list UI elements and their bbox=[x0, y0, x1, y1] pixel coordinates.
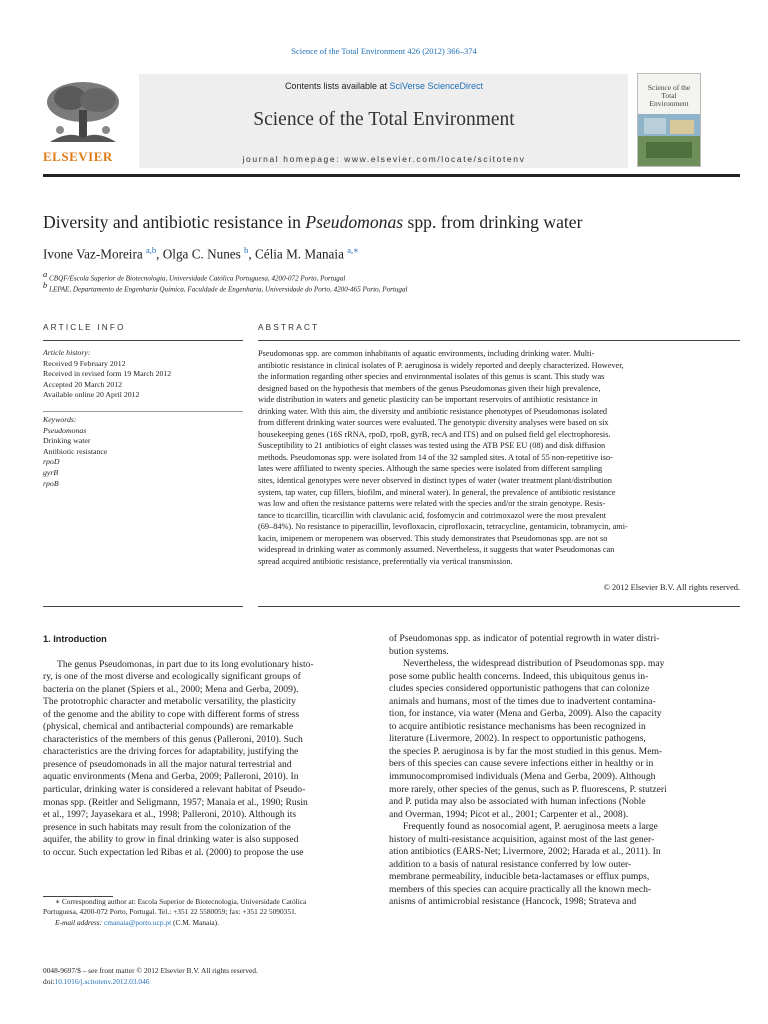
footnote-line: Portuguesa, 4200-072 Porto, Portugal. Tel.: +351 22 5580059; fax: +351 22 5090351. bbox=[43, 907, 297, 917]
paragraph-line: membrane permeability, inducible beta-lactamases or efflux pumps, bbox=[389, 871, 650, 883]
affiliation-text: CBQF/Escola Superior de Biotecnologia, Universidade Católica Portuguesa, 4200-072 Porto, Portugal bbox=[47, 274, 346, 283]
keywords bbox=[43, 415, 243, 489]
paragraph-line: (physical, chemical and antibacterial compounds) are remarkable bbox=[43, 721, 294, 733]
paragraph-line: cludes species considered opportunistic pathogens that can colonize bbox=[389, 683, 650, 695]
affiliation-text: LEPAE, Departamento de Engenharia Química, Faculdade de Engenharia, Universidade do Porto, 4200-465 Porto, Portugal bbox=[47, 285, 408, 294]
history-item: Available online 20 April 2012 bbox=[43, 390, 140, 400]
author-name: Olga C. Nunes bbox=[162, 246, 245, 262]
journal-title: Science of the Total Environment bbox=[253, 109, 515, 130]
paragraph-line: anisms of antimicrobial resistance (Hancock, 1998; Strateva and bbox=[389, 896, 637, 908]
cover-title: Science of the Total Environment bbox=[647, 83, 691, 108]
history-item: Received 9 February 2012 bbox=[43, 358, 126, 368]
issn-line: 0048-9697/$ – see front matter © 2012 Elsevier B.V. All rights reserved. bbox=[43, 966, 258, 975]
divider bbox=[258, 340, 740, 341]
divider bbox=[43, 340, 243, 341]
abstract-line: Pseudomonas spp. are common inhabitants of aquatic environments, including drinking water. Multi- bbox=[258, 349, 595, 358]
journal-cover-thumbnail[interactable] bbox=[637, 73, 701, 167]
paragraph-line: ation antibiotics (EARS-Net; Livermore, 2002; Harada et al., 2011). In bbox=[389, 846, 661, 858]
history-item: Received in revised form 19 March 2012 bbox=[43, 369, 172, 379]
paragraph-line: addition to a basis of natural resistance conferred by low outer- bbox=[389, 858, 632, 870]
paragraph-line: Frequently found as nosocomial agent, P. aeruginosa meets a large bbox=[403, 821, 658, 833]
section-heading-introduction: 1. Introduction bbox=[43, 634, 107, 644]
title-part: Diversity and antibiotic resistance in bbox=[43, 212, 306, 232]
abstract-line: designed based on the hypothesis that members of the genus Pseudomonas given their high prevalence, bbox=[258, 383, 601, 393]
paragraph-line: bers of this species can cause severe infections either in healthy or in bbox=[389, 758, 654, 770]
paragraph-line: characteristics of the members of this genus (Palleroni, 2010). Such bbox=[43, 733, 303, 745]
divider bbox=[43, 411, 243, 412]
paragraph-line: and P. putida may also be associated with human infections (Noble bbox=[389, 796, 646, 808]
sciencedirect-link[interactable]: SciVerse ScienceDirect bbox=[389, 81, 484, 91]
abstract-line: sites, identical genotypes were never observed in distinct types of water (water treatment plant/distribution bbox=[258, 476, 612, 486]
abstract-line: widespread in drinking water as commonly assumed. Nevertheless, it suggests that water Pseudomonas can bbox=[258, 545, 615, 555]
copyright-notice: © 2012 Elsevier B.V. All rights reserved. bbox=[603, 583, 740, 592]
abstract-line: antibiotic resistance in clinical isolates of P. aeruginosa is widely reported and deeply characterized. However, bbox=[258, 360, 624, 370]
header-rule bbox=[43, 174, 740, 177]
abstract-line: drinking water. With this aim, the diversity and antibiotic resistance phenotypes of Pseudomonas isolated bbox=[258, 406, 608, 416]
abstract-heading: ABSTRACT bbox=[258, 323, 320, 332]
affiliation-mark: a bbox=[43, 269, 48, 279]
keywords-label: Keywords: bbox=[43, 415, 77, 424]
abstract-line: wide distribution in waters and genetic plasticity can be important reservoirs of antibiotic resistance in bbox=[258, 395, 598, 405]
paragraph-line: pose some public health concerns. Indeed, this ubiquitous genus in- bbox=[389, 670, 649, 682]
paragraph-line: to occur. Such expectation led Ribas et al. (2000) to propose the use bbox=[43, 846, 304, 858]
paragraph-line: The genus Pseudomonas, in part due to its long evolutionary histo- bbox=[57, 658, 314, 670]
paragraph-line: ry, is one of the most diverse and ecologically significant groups of bbox=[43, 671, 301, 683]
author-name: Célia M. Manaia bbox=[254, 246, 348, 262]
paragraph-line: to acquire antibiotic resistance mechanisms has been recognized in bbox=[389, 720, 646, 732]
author-separator: , bbox=[156, 246, 163, 262]
author-affiliation-marker[interactable]: a,b bbox=[146, 245, 157, 255]
article-history bbox=[43, 348, 243, 401]
divider bbox=[258, 606, 740, 607]
paragraph-line: bacteria on the planet (Spiers et al., 2000; Mena and Gerba, 2009). bbox=[43, 683, 299, 695]
paragraph-line: characteristics are the driving forces for adaptability, justifying the bbox=[43, 746, 299, 758]
author-separator: , bbox=[248, 246, 255, 262]
paragraph-line: literature (Livermore, 2002). In respect to opportunistic pathogens, bbox=[389, 733, 646, 745]
paragraph-line: et al., 1997; Jayasekara et al., 1998; Palleroni, 2010). Although its bbox=[43, 809, 297, 821]
author-name: Ivone Vaz-Moreira bbox=[43, 246, 147, 262]
elsevier-tree-logo bbox=[40, 80, 126, 148]
abstract-line: methods. Pseudomonas spp. were isolated from 14 of the 32 sampled sites. A total of 55 non-repetitive iso- bbox=[258, 452, 613, 462]
author-affiliation-marker[interactable]: a,∗ bbox=[347, 245, 359, 255]
article-title bbox=[43, 212, 582, 233]
paragraph-line: presence in such habitats may result from the colonization of the bbox=[43, 821, 291, 833]
abstract-line: lates were affiliated to twenty species. Although the same species were isolated from different sampling bbox=[258, 464, 603, 474]
paragraph-line: monas spp. (Reitler and Seligmann, 1957; Manaia et al., 1990; Rusin bbox=[43, 796, 308, 808]
affiliation-mark: b bbox=[43, 280, 48, 290]
doi-link[interactable]: 10.1016/j.scitotenv.2012.03.046 bbox=[54, 976, 150, 986]
body-column-right bbox=[389, 633, 740, 909]
keyword: Pseudomonas bbox=[43, 425, 87, 435]
article-info-heading: ARTICLE INFO bbox=[43, 323, 126, 332]
title-genus: Pseudomonas bbox=[305, 212, 404, 232]
keyword: rpoB bbox=[43, 478, 59, 488]
title-part: spp. from drinking water bbox=[403, 212, 583, 232]
corresponding-author-footnote bbox=[43, 897, 368, 928]
paragraph-line: and Overman, 1994; Picot et al., 2001; Carpenter et al., 2008). bbox=[389, 808, 629, 820]
author-affiliation-marker[interactable]: b bbox=[244, 245, 249, 255]
author-list bbox=[43, 245, 359, 262]
divider bbox=[43, 606, 243, 607]
paragraph-line: particular, drinking water is considered a relevant habitat of Pseudo- bbox=[43, 784, 306, 796]
email-link[interactable]: cmanaia@porto.ucp.pt bbox=[104, 917, 172, 927]
abstract-line: was low and often the resistance patterns were related with the species and/or the strain genotype. Resis- bbox=[258, 499, 606, 509]
paragraph-line: immunocompromised individuals (Mena and Gerba, 2009). Although bbox=[389, 771, 656, 783]
paragraph-line: tion, for instance, via water (Mena and Gerba, 2009). Also the capacity bbox=[389, 708, 662, 720]
contents-prefix: Contents lists available at bbox=[284, 81, 390, 91]
elsevier-wordmark: ELSEVIER bbox=[43, 149, 113, 164]
abstract-line: Susceptibility to 21 antibiotics of eight classes was tested using the ATB PSE EU (08) and disk diffusion bbox=[258, 441, 606, 451]
paragraph-line: the species P. aeruginosa is by far the most studied in this genus. Mem- bbox=[389, 745, 663, 757]
abstract-body bbox=[258, 348, 740, 567]
abstract-line: tance to ticarcillin, ticarcillin with clavulanic acid, fosfomycin and cotrimoxazol were the most prevalent bbox=[258, 510, 607, 520]
history-label: Article history: bbox=[43, 348, 91, 357]
abstract-line: housekeeping genes (16S rRNA, rpoD, rpoB, gyrB, recA and ITS) and on pulsed field gel electrophoresis. bbox=[258, 429, 611, 439]
abstract-line: system, tap water, cup fillers, biofilm, and mineral water). In general, the prevalence of antibiotic resistance bbox=[258, 487, 616, 497]
abstract-line: kacin, imipenem or meropenem was observed. This study demonstrates that Pseudomonas spp. are not so bbox=[258, 533, 608, 543]
abstract-line: (69–84%). No resistance to piperacillin, levofloxacin, ciprofloxacin, tetracycline, gentamicin, tobramycin, ami- bbox=[258, 522, 628, 532]
doi-label: doi: bbox=[43, 976, 55, 986]
history-item: Accepted 20 March 2012 bbox=[43, 379, 123, 389]
paragraph-line: The prototrophic character and metabolic versatility, the plasticity bbox=[43, 696, 296, 708]
abstract-line: spread acquired antibiotic resistance, preferentially via vertical transmission. bbox=[258, 556, 513, 566]
journal-reference-link[interactable]: Science of the Total Environment 426 (2012) 366–374 bbox=[291, 46, 477, 56]
keyword: gyrB bbox=[43, 467, 59, 477]
paragraph-line: aquifer, the ability to grow in final drinking water is also supposed bbox=[43, 834, 299, 846]
paragraph-line: aquatic environments (Mena and Gerba, 2009; Palleroni, 2010). In bbox=[43, 771, 299, 783]
email-label: E-mail address: bbox=[55, 917, 104, 927]
abstract-line: from different drinking water sources were evaluated. The genotypic diversity analyses were based on six bbox=[258, 418, 609, 428]
affiliation bbox=[43, 280, 407, 293]
paragraph-line: more rarely, other species of the genus, such as P. fluorescens, P. stutzeri bbox=[389, 783, 667, 795]
paragraph-line: history of multi-resistance acquisition, against most of the last gener- bbox=[389, 833, 655, 845]
paragraph-line: bution systems. bbox=[389, 645, 449, 657]
paragraph-line: Nevertheless, the widespread distribution of Pseudomonas spp. may bbox=[403, 658, 665, 670]
journal-homepage[interactable]: journal homepage: www.elsevier.com/locate/scitotenv bbox=[242, 154, 526, 164]
email-suffix: (C.M. Manaia). bbox=[171, 917, 219, 927]
paragraph-line: animals and humans, most of the times due to inadvertent contamina- bbox=[389, 695, 656, 707]
keyword: Drinking water bbox=[43, 436, 91, 446]
paragraph-line: presence of pseudomonads in all the major natural terrestrial and bbox=[43, 758, 292, 770]
front-matter-footer bbox=[43, 966, 443, 987]
footnote-line: ∗ Corresponding author at: Escola Superior de Biotecnologia, Universidade Católica bbox=[55, 897, 307, 906]
body-column-left bbox=[43, 633, 368, 859]
abstract-line: the information regarding other species and environmental isolates of this genus is scant. This study was bbox=[258, 372, 605, 382]
paragraph-line: of Pseudomonas spp. as indicator of potential regrowth in water distri- bbox=[389, 633, 660, 644]
paragraph-line: of the genome and the ability to cope with different forms of stress bbox=[43, 708, 300, 720]
keyword: Antibiotic resistance bbox=[43, 446, 108, 456]
paragraph-line: members of this species can acquire practically all the known mech- bbox=[389, 883, 652, 895]
keyword: rpoD bbox=[43, 457, 60, 467]
